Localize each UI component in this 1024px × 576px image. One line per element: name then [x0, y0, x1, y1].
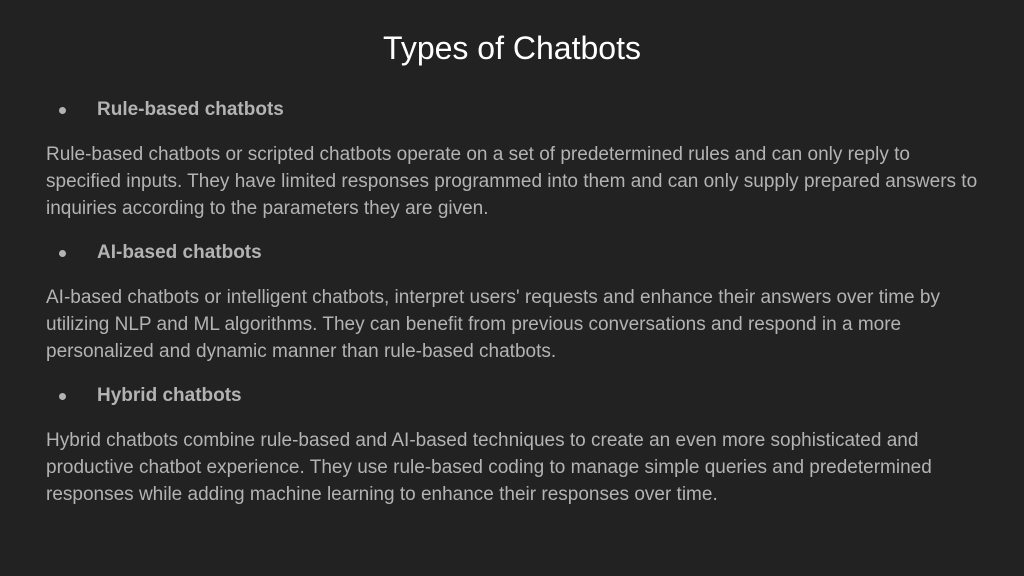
section-ai-based: [46, 239, 986, 365]
slide-content: [46, 96, 986, 508]
section-hybrid: [46, 382, 986, 508]
section-body: Rule-based chatbots or scripted chatbots operate on a set of predetermined rules and can only reply to specified inputs. They have limited responses programmed into them and can only supply prepared answers to inquiries according to the parameters they are given.: [46, 144, 978, 219]
bullet-item: [59, 96, 986, 124]
bullet-icon: [59, 107, 66, 114]
bullet-icon: [59, 250, 66, 257]
bullet-icon: [59, 393, 66, 400]
bullet-item: [59, 239, 986, 267]
section-body: Hybrid chatbots combine rule-based and AI-based techniques to create an even more sophisticated and productive chatbot experience. They use rule-based coding to manage simple queries and predetermined responses while adding machine learning to enhance their responses over time.: [46, 430, 932, 505]
section-heading: Rule-based chatbots: [97, 99, 284, 120]
section-heading: Hybrid chatbots: [97, 385, 242, 406]
section-heading: AI-based chatbots: [97, 242, 262, 263]
section-body: AI-based chatbots or intelligent chatbots, interpret users' requests and enhance their answers over time by utilizing NLP and ML algorithms. They can benefit from previous conversations and respond in a more personalized and dynamic manner than rule-based chatbots.: [46, 287, 940, 362]
section-rule-based: [46, 96, 986, 222]
bullet-item: [59, 382, 986, 410]
slide-title: Types of Chatbots: [383, 30, 641, 66]
